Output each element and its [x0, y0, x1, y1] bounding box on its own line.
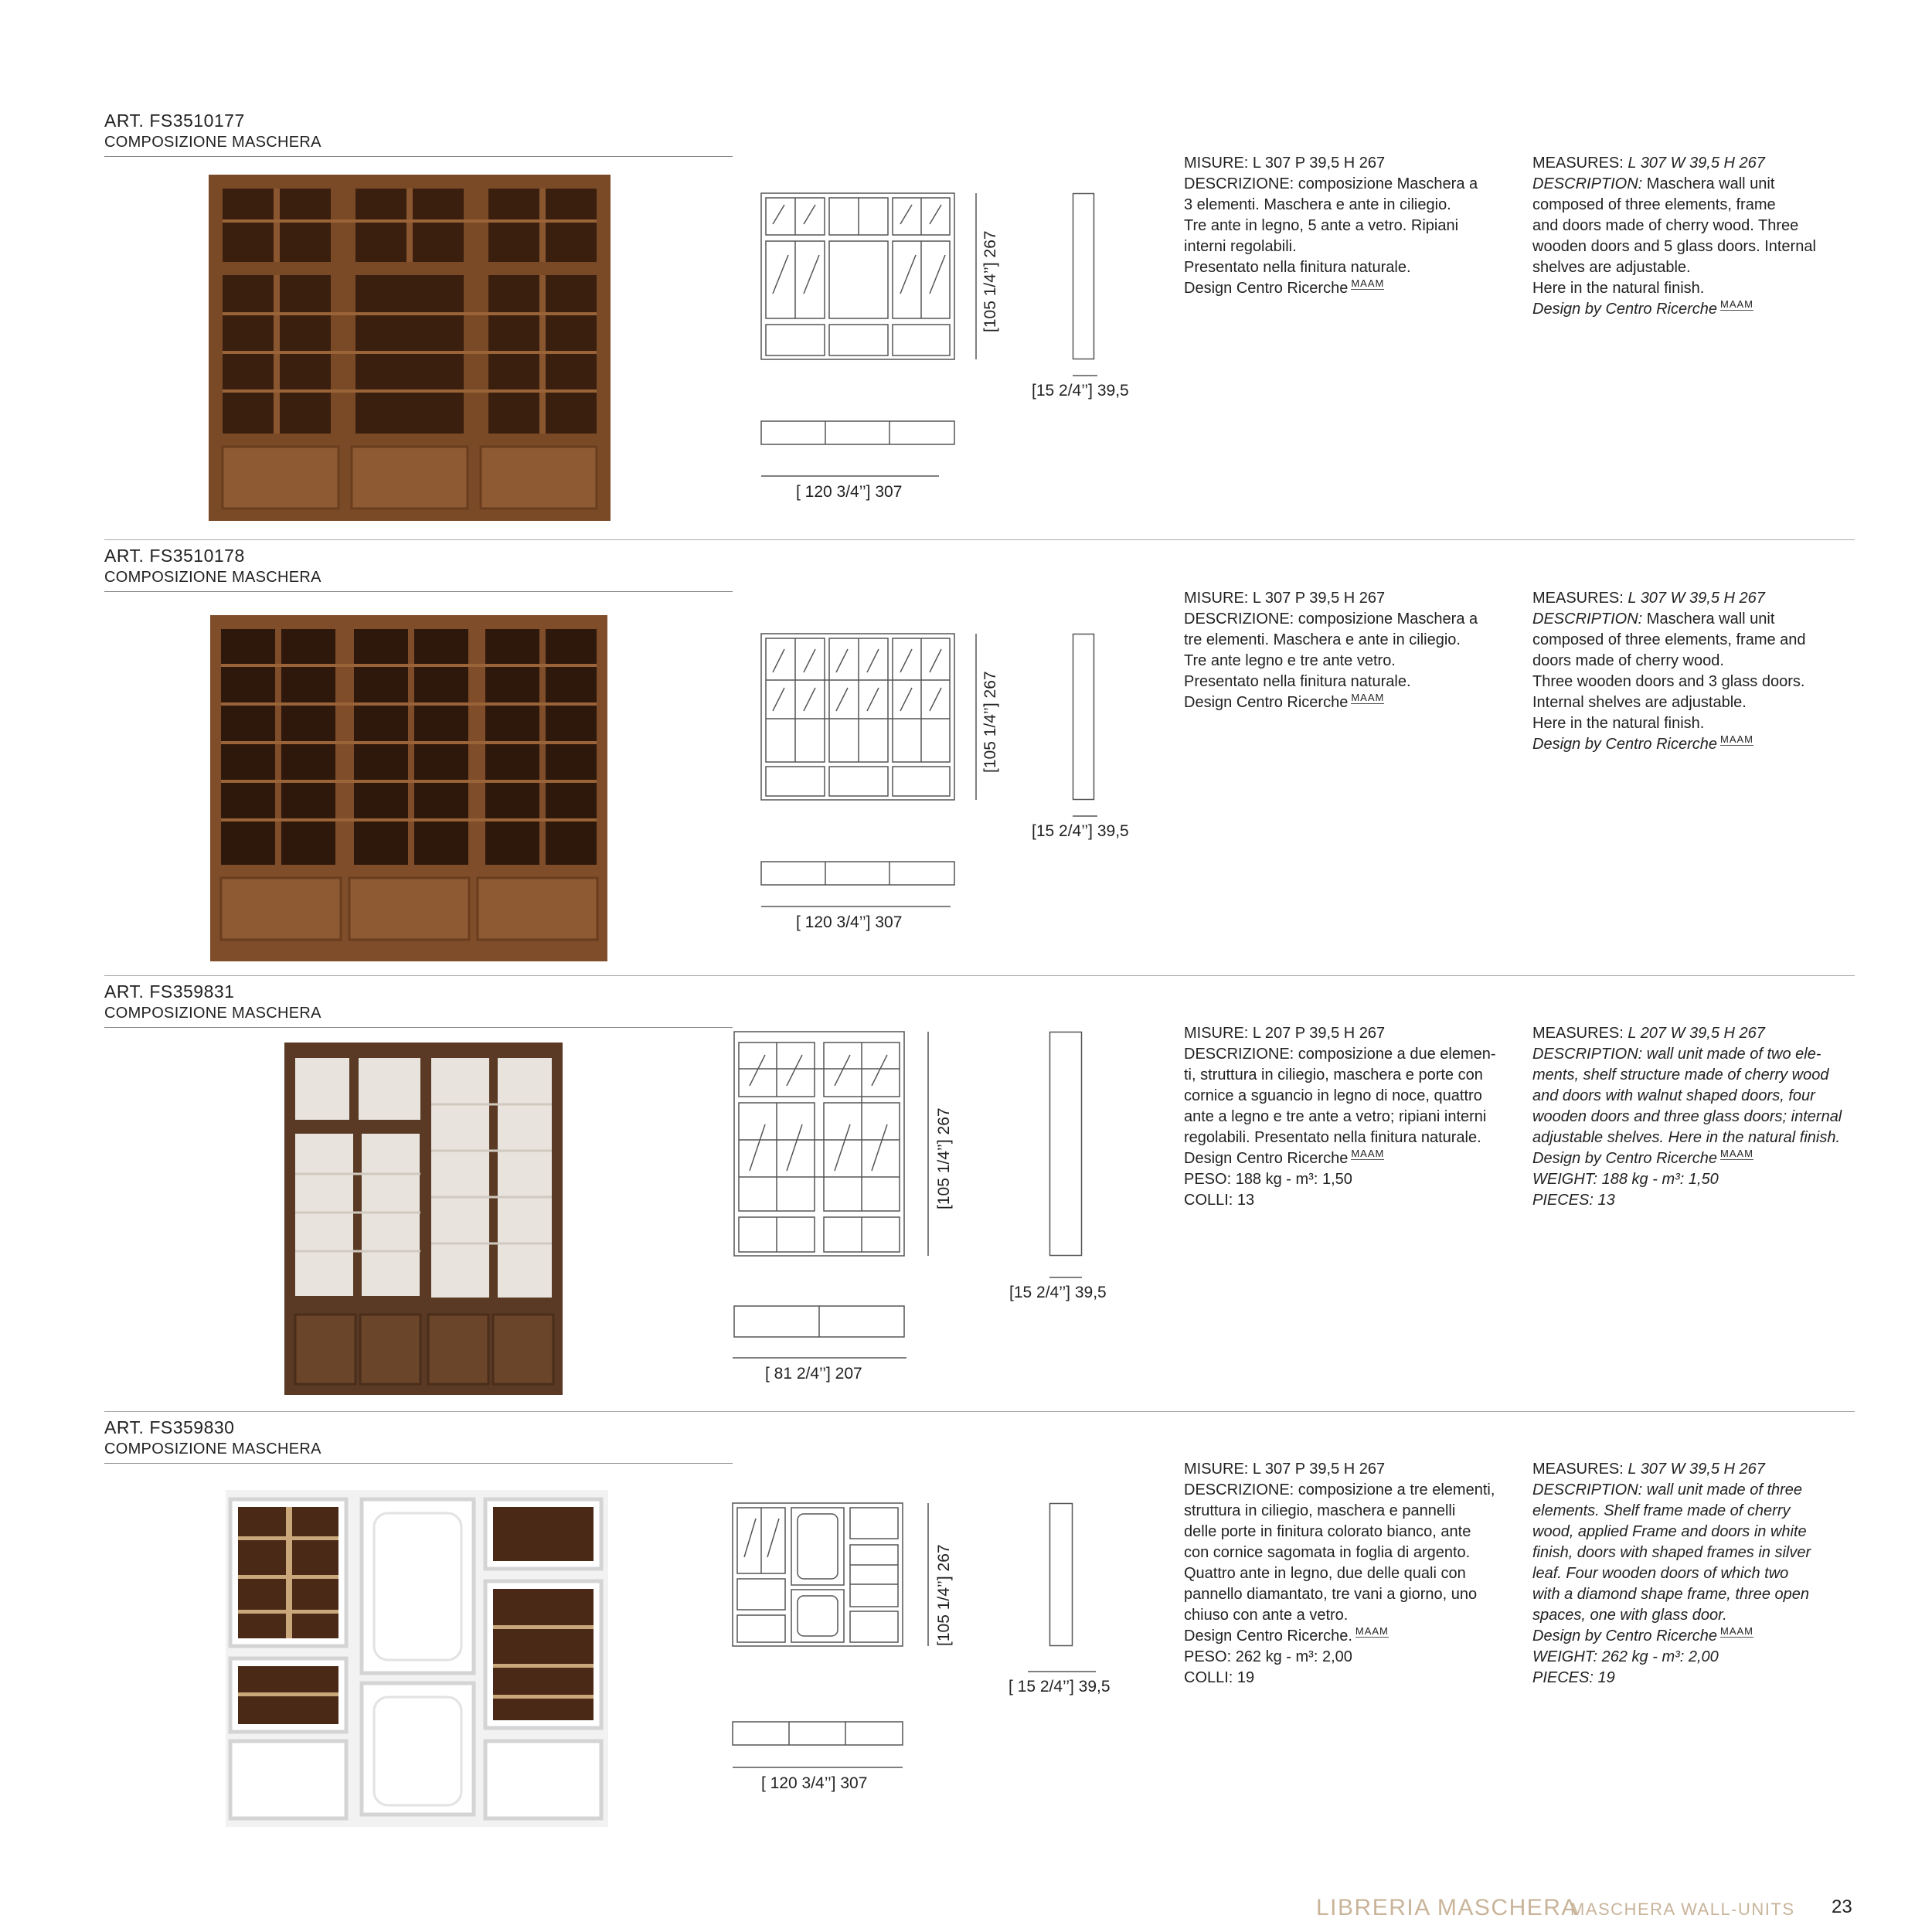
- description-text: Here in the natural finish.: [1532, 280, 1705, 297]
- description-text: with a diamond shape frame, three open: [1532, 1586, 1809, 1603]
- description-line: [1532, 734, 1806, 755]
- description-text: cornice a sguancio in legno di noce, quattro: [1184, 1087, 1482, 1104]
- description-text: L 307 W 39,5 H 267: [1623, 1461, 1765, 1478]
- description-text: composed of three elements, frame: [1532, 196, 1776, 213]
- article-subtitle: COMPOSIZIONE MASCHERA: [104, 1005, 321, 1022]
- description-line: [1184, 1169, 1496, 1190]
- description-text: ti, struttura in ciliegio, maschera e porte con: [1184, 1066, 1483, 1083]
- description-label: MISURE:: [1184, 590, 1249, 607]
- description-line: [1532, 1459, 1811, 1480]
- description-text: struttura in ciliegio, maschera e pannelli: [1184, 1502, 1456, 1519]
- description-line: [1532, 1563, 1811, 1584]
- dimension-line: [1049, 1277, 1082, 1278]
- dimension-line: [1073, 815, 1097, 817]
- description-line: [1532, 278, 1816, 299]
- section-divider: [104, 975, 1855, 976]
- description-text: Design Centro Ricerche.: [1184, 1628, 1352, 1645]
- description-text: Three wooden doors and 3 glass doors.: [1532, 673, 1805, 690]
- description-line: [1184, 692, 1478, 713]
- description-text: Maschera wall unit: [1642, 175, 1775, 192]
- description-line: [1532, 1668, 1811, 1689]
- description-text: Design by Centro Ricerche: [1532, 301, 1717, 318]
- description-line: [1184, 672, 1478, 692]
- front-elevation-drawing: [734, 1032, 904, 1256]
- description-line: [1184, 1480, 1495, 1501]
- description-text: Design by Centro Ricerche: [1532, 1150, 1717, 1167]
- description-line: [1532, 672, 1806, 692]
- description-text: finish, doors with shaped frames in silver: [1532, 1544, 1811, 1561]
- description-line: [1184, 1543, 1495, 1563]
- description-text: shelves are adjustable.: [1532, 259, 1691, 276]
- description-line: [1184, 1148, 1496, 1169]
- description-line: [1532, 1605, 1811, 1626]
- description-text: L 307 P 39,5 H 267: [1248, 155, 1386, 172]
- description-line: [1184, 1459, 1495, 1480]
- description-line: [1532, 1480, 1811, 1501]
- description-label: MISURE:: [1184, 1025, 1249, 1042]
- depth-dimension: [ 15 2/4’’] 39,5: [1009, 1678, 1111, 1696]
- description-text: interni regolabili.: [1184, 238, 1297, 255]
- footer-title: LIBRERIA MASCHERA: [1316, 1895, 1578, 1920]
- description-line: [1184, 1501, 1495, 1522]
- product-photo: [209, 175, 611, 521]
- description-text: Design Centro Ricerche: [1184, 694, 1349, 711]
- maam-logo: MAAM: [1351, 692, 1385, 703]
- description-line: [1184, 1668, 1495, 1689]
- description-label: DESCRIZIONE:: [1184, 611, 1294, 628]
- description-text: L 307 P 39,5 H 267: [1248, 590, 1386, 607]
- front-elevation-drawing: [761, 634, 954, 800]
- dimension-line: [1028, 1671, 1096, 1672]
- description-line: [1184, 1023, 1496, 1044]
- description-line: [1184, 1605, 1495, 1626]
- description-it: [1184, 588, 1478, 713]
- dimension-line: [975, 193, 977, 359]
- description-text: COLLI: 19: [1184, 1669, 1255, 1686]
- width-dimension: [ 120 3/4’’] 307: [761, 1774, 868, 1792]
- description-text: spaces, one with glass door.: [1532, 1607, 1727, 1624]
- divider: [104, 1027, 733, 1028]
- front-elevation-drawing: [733, 1503, 903, 1646]
- plan-drawing: [734, 1306, 904, 1337]
- dimension-line: [761, 906, 951, 907]
- description-line: [1184, 1522, 1495, 1543]
- description-text: composizione a tre elementi,: [1294, 1481, 1495, 1498]
- description-line: [1532, 1086, 1842, 1107]
- description-line: [1532, 1543, 1811, 1563]
- height-dimension: [105 1/4’’] 267: [935, 1107, 953, 1209]
- description-it: [1184, 153, 1478, 299]
- plan-drawing: [761, 421, 954, 444]
- side-elevation-drawing: [1073, 634, 1094, 800]
- description-text: WEIGHT: 262 kg - m³: 2,00: [1532, 1648, 1719, 1665]
- article-code: ART. FS3510178: [104, 546, 245, 566]
- description-label: MEASURES:: [1532, 1461, 1624, 1478]
- description-label: MEASURES:: [1532, 590, 1624, 607]
- page-number: 23: [1832, 1896, 1852, 1917]
- description-line: [1532, 216, 1816, 236]
- description-line: [1184, 257, 1478, 278]
- description-line: [1532, 630, 1806, 651]
- description-text: Design Centro Ricerche: [1184, 1150, 1349, 1167]
- depth-dimension: [15 2/4’’] 39,5: [1032, 382, 1129, 400]
- description-line: [1532, 1522, 1811, 1543]
- article-subtitle: COMPOSIZIONE MASCHERA: [104, 134, 321, 151]
- product-photo: [210, 615, 607, 961]
- description-text: and doors with walnut shaped doors, four: [1532, 1087, 1815, 1104]
- description-text: doors made of cherry wood.: [1532, 652, 1724, 669]
- description-line: [1184, 1128, 1496, 1148]
- description-text: Tre ante legno e tre ante vetro.: [1184, 652, 1396, 669]
- description-line: [1184, 1065, 1496, 1086]
- description-line: [1532, 1501, 1811, 1522]
- section-divider: [104, 1411, 1855, 1412]
- description-line: [1532, 153, 1816, 174]
- description-text: ante a legno e tre ante a vetro; ripiani interni: [1184, 1108, 1487, 1125]
- description-line: [1184, 1563, 1495, 1584]
- description-text: elements. Shelf frame made of cherry: [1532, 1502, 1791, 1519]
- description-it: [1184, 1023, 1496, 1211]
- description-line: [1184, 195, 1478, 216]
- description-text: ments, shelf structure made of cherry wood: [1532, 1066, 1829, 1083]
- description-line: [1532, 692, 1806, 713]
- description-line: [1532, 195, 1816, 216]
- description-text: L 207 P 39,5 H 267: [1248, 1025, 1386, 1042]
- width-dimension: [ 120 3/4’’] 307: [796, 483, 903, 501]
- width-dimension: [ 120 3/4’’] 307: [796, 913, 903, 931]
- description-text: composizione Maschera a: [1294, 611, 1478, 628]
- description-text: composizione a due elemen-: [1294, 1046, 1496, 1063]
- description-line: [1532, 174, 1816, 195]
- description-line: [1532, 1023, 1842, 1044]
- description-en: [1532, 588, 1806, 755]
- description-text: composizione Maschera a: [1294, 175, 1478, 192]
- dimension-line: [761, 475, 939, 477]
- description-line: [1184, 1190, 1496, 1211]
- description-text: Design by Centro Ricerche: [1532, 736, 1717, 753]
- maam-logo: MAAM: [1720, 1625, 1753, 1637]
- description-line: [1532, 1065, 1842, 1086]
- description-text: and doors made of cherry wood. Three: [1532, 217, 1799, 234]
- description-label: DESCRIZIONE:: [1184, 175, 1294, 192]
- description-text: tre elementi. Maschera e ante in ciliegio.: [1184, 631, 1461, 648]
- description-line: [1184, 651, 1478, 672]
- description-text: Tre ante in legno, 5 ante a vetro. Ripiani: [1184, 217, 1459, 234]
- divider: [104, 591, 733, 592]
- maam-logo: MAAM: [1720, 298, 1753, 310]
- description-text: composed of three elements, frame and: [1532, 631, 1806, 648]
- side-elevation-drawing: [1073, 193, 1094, 359]
- description-line: [1184, 630, 1478, 651]
- description-text: wood, applied Frame and doors in white: [1532, 1523, 1807, 1540]
- description-line: [1184, 609, 1478, 630]
- description-label: DESCRIZIONE:: [1184, 1481, 1294, 1498]
- dimension-line: [975, 634, 977, 800]
- description-line: [1184, 153, 1478, 174]
- description-text: Internal shelves are adjustable.: [1532, 694, 1747, 711]
- description-text: wooden doors and three glass doors; internal: [1532, 1108, 1842, 1125]
- article-subtitle: COMPOSIZIONE MASCHERA: [104, 1440, 321, 1458]
- dimension-line: [733, 1357, 906, 1359]
- front-elevation-drawing: [761, 193, 954, 359]
- maam-logo: MAAM: [1720, 733, 1753, 745]
- description-label: MEASURES:: [1532, 1025, 1624, 1042]
- depth-dimension: [15 2/4’’] 39,5: [1009, 1284, 1107, 1301]
- footer-subtitle: MASCHERA WALL-UNITS: [1570, 1900, 1795, 1919]
- width-dimension: [ 81 2/4’’] 207: [765, 1365, 862, 1383]
- description-text: L 307 P 39,5 H 267: [1248, 1461, 1386, 1478]
- description-line: [1532, 1584, 1811, 1605]
- description-text: PESO: 262 kg - m³: 2,00: [1184, 1648, 1352, 1665]
- height-dimension: [105 1/4’’] 267: [981, 230, 999, 332]
- description-line: [1532, 1169, 1842, 1190]
- description-en: [1532, 1023, 1842, 1211]
- description-label: DESCRIPTION:: [1532, 611, 1643, 628]
- description-line: [1184, 1626, 1495, 1647]
- description-line: [1532, 1626, 1811, 1647]
- description-text: wooden doors and 5 glass doors. Internal: [1532, 238, 1816, 255]
- description-text: leaf. Four wooden doors of which two: [1532, 1565, 1789, 1582]
- description-label: MISURE:: [1184, 1461, 1249, 1478]
- description-line: [1532, 1044, 1842, 1065]
- description-line: [1532, 1128, 1842, 1148]
- description-text: Maschera wall unit: [1642, 611, 1775, 628]
- description-line: [1184, 278, 1478, 299]
- description-text: delle porte in finitura colorato bianco, ante: [1184, 1523, 1471, 1540]
- description-line: [1532, 588, 1806, 609]
- description-line: [1184, 588, 1478, 609]
- description-line: [1184, 1086, 1496, 1107]
- description-label: DESCRIPTION:: [1532, 1481, 1643, 1498]
- section-divider: [104, 539, 1855, 540]
- plan-drawing: [733, 1722, 903, 1745]
- maam-logo: MAAM: [1351, 277, 1385, 289]
- description-text: con cornice sagomata in foglia di argento.: [1184, 1544, 1471, 1561]
- description-line: [1184, 1647, 1495, 1668]
- description-label: DESCRIPTION:: [1532, 175, 1643, 192]
- description-line: [1532, 236, 1816, 257]
- description-text: PIECES: 13: [1532, 1192, 1615, 1209]
- description-line: [1532, 1107, 1842, 1128]
- description-line: [1532, 257, 1816, 278]
- description-text: Design Centro Ricerche: [1184, 280, 1349, 297]
- dimension-line: [1073, 375, 1097, 376]
- side-elevation-drawing: [1049, 1503, 1073, 1646]
- description-text: L 207 W 39,5 H 267: [1623, 1025, 1765, 1042]
- description-text: Here in the natural finish.: [1532, 715, 1705, 732]
- description-line: [1532, 299, 1816, 320]
- article-code: ART. FS359831: [104, 981, 235, 1002]
- description-line: [1532, 609, 1806, 630]
- description-label: DESCRIPTION:: [1532, 1046, 1643, 1063]
- description-text: pannello diamantato, tre vani a giorno, uno: [1184, 1586, 1478, 1603]
- height-dimension: [105 1/4’’] 267: [981, 671, 999, 773]
- description-text: Presentato nella finitura naturale.: [1184, 259, 1411, 276]
- description-text: regolabili. Presentato nella finitura naturale.: [1184, 1129, 1481, 1146]
- description-line: [1532, 713, 1806, 734]
- description-line: [1184, 174, 1478, 195]
- description-text: L 307 W 39,5 H 267: [1623, 155, 1765, 172]
- description-text: COLLI: 13: [1184, 1192, 1255, 1209]
- divider: [104, 1463, 733, 1464]
- height-dimension: [105 1/4’’] 267: [935, 1544, 953, 1646]
- product-photo: [226, 1490, 608, 1827]
- description-label: DESCRIZIONE:: [1184, 1046, 1294, 1063]
- description-text: chiuso con ante a vetro.: [1184, 1607, 1349, 1624]
- description-text: L 307 W 39,5 H 267: [1623, 590, 1765, 607]
- description-text: PESO: 188 kg - m³: 1,50: [1184, 1171, 1352, 1188]
- description-line: [1184, 1584, 1495, 1605]
- description-text: Design by Centro Ricerche: [1532, 1628, 1717, 1645]
- side-elevation-drawing: [1049, 1032, 1082, 1256]
- description-text: PIECES: 19: [1532, 1669, 1615, 1686]
- description-line: [1532, 1647, 1811, 1668]
- description-en: [1532, 1459, 1811, 1689]
- description-line: [1532, 651, 1806, 672]
- description-en: [1532, 153, 1816, 320]
- description-line: [1532, 1190, 1842, 1211]
- description-text: Quattro ante in legno, due delle quali con: [1184, 1565, 1466, 1582]
- divider: [104, 156, 733, 157]
- description-text: Presentato nella finitura naturale.: [1184, 673, 1411, 690]
- description-line: [1532, 1148, 1842, 1169]
- dimension-line: [927, 1032, 929, 1256]
- description-line: [1184, 216, 1478, 236]
- dimension-line: [733, 1767, 903, 1768]
- description-text: 3 elementi. Maschera e ante in ciliegio.: [1184, 196, 1451, 213]
- product-photo: [284, 1043, 563, 1395]
- description-text: WEIGHT: 188 kg - m³: 1,50: [1532, 1171, 1719, 1188]
- article-code: ART. FS3510177: [104, 111, 245, 131]
- description-line: [1184, 1107, 1496, 1128]
- description-text: wall unit made of three: [1642, 1481, 1803, 1498]
- description-text: wall unit made of two ele-: [1642, 1046, 1821, 1063]
- description-line: [1184, 236, 1478, 257]
- maam-logo: MAAM: [1351, 1148, 1385, 1159]
- article-subtitle: COMPOSIZIONE MASCHERA: [104, 569, 321, 586]
- description-label: MEASURES:: [1532, 155, 1624, 172]
- plan-drawing: [761, 862, 954, 885]
- article-code: ART. FS359830: [104, 1417, 235, 1437]
- depth-dimension: [15 2/4’’] 39,5: [1032, 822, 1129, 840]
- description-label: MISURE:: [1184, 155, 1249, 172]
- description-line: [1184, 1044, 1496, 1065]
- maam-logo: MAAM: [1355, 1625, 1389, 1637]
- description-text: adjustable shelves. Here in the natural finish.: [1532, 1129, 1841, 1146]
- maam-logo: MAAM: [1720, 1148, 1753, 1159]
- dimension-line: [927, 1503, 929, 1646]
- description-it: [1184, 1459, 1495, 1689]
